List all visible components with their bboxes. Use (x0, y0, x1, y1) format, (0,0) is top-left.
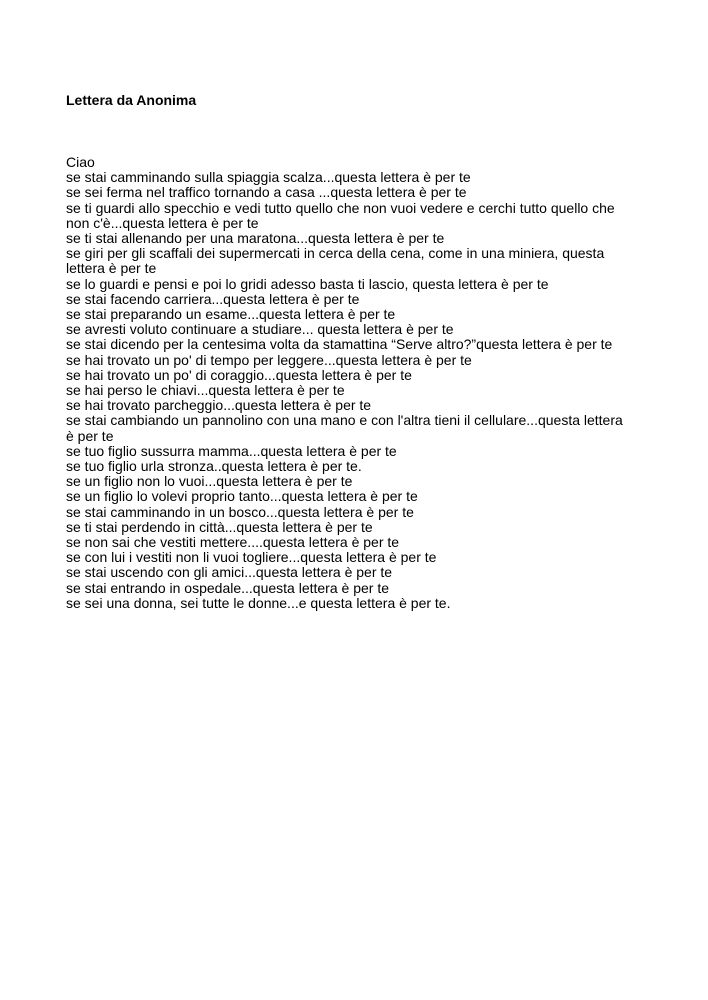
text-line: se stai entrando in ospedale...questa lettera è per te (66, 579, 389, 596)
text-line: se tuo figlio urla stronza..questa lettera è per te. (66, 458, 362, 475)
text-line: se con lui i vestiti non li vuoi togliere...questa lettera è per te (66, 549, 437, 566)
text-line: se sei una donna, sei tutte le donne...e questa lettera è per te. (66, 594, 451, 611)
text-line: se non sai che vestiti mettere....questa lettera è per te (66, 534, 400, 551)
text-line: se stai facendo carriera...questa lettera è per te (66, 290, 360, 307)
text-line: se hai trovato parcheggio...questa lettera è per te (66, 397, 372, 414)
text-line: se ti stai perdendo in città...questa lettera è per te (66, 518, 373, 535)
text-line: se un figlio lo volevi proprio tanto...questa lettera è per te (66, 488, 418, 505)
text-line: è per te (66, 427, 114, 444)
text-line: se avresti voluto continuare a studiare... questa lettera è per te (66, 321, 454, 338)
text-line: se stai preparando un esame...questa lettera è per te (66, 306, 396, 323)
text-line: se stai uscendo con gli amici...questa lettera è per te (66, 564, 393, 581)
document-title: Lettera da Anonima (66, 92, 197, 108)
text-line: se un figlio non lo vuoi...questa lettera è per te (66, 473, 353, 490)
text-line: se stai cambiando un pannolino con una mano e con l'altra tieni il cellulare...questa lettera (66, 412, 623, 429)
text-line: Ciao (66, 154, 95, 170)
text-line: se hai perso le chiavi...questa lettera è per te (66, 382, 345, 399)
text-line: se stai camminando sulla spiaggia scalza...questa lettera è per te (66, 169, 471, 186)
text-line: se sei ferma nel traffico tornando a casa ...questa lettera è per te (66, 184, 467, 201)
text-line: se lo guardi e pensi e poi lo gridi adesso basta ti lascio, questa lettera è per te (66, 275, 549, 292)
text-line: se stai camminando in un bosco...questa lettera è per te (66, 503, 414, 520)
text-line: se hai trovato un po' di tempo per leggere...questa lettera è per te (66, 351, 472, 368)
text-line: lettera è per te (66, 260, 157, 277)
text-line: se ti stai allenando per una maratona...questa lettera è per te (66, 230, 445, 247)
letter-body (66, 155, 666, 611)
text-line: se tuo figlio sussurra mamma...questa lettera è per te (66, 442, 397, 459)
text-line: se hai trovato un po' di coraggio...questa lettera è per te (66, 366, 412, 383)
text-line: se stai dicendo per la centesima volta da stamattina “Serve altro?”questa lettera è per te (66, 336, 613, 353)
text-line: se giri per gli scaffali dei supermercati in cerca della cena, come in una miniera, questa (66, 245, 605, 262)
text-line: se ti guardi allo specchio e vedi tutto quello che non vuoi vedere e cerchi tutto quello che (66, 199, 615, 216)
text-line: non c'è...questa lettera è per te (66, 214, 259, 231)
